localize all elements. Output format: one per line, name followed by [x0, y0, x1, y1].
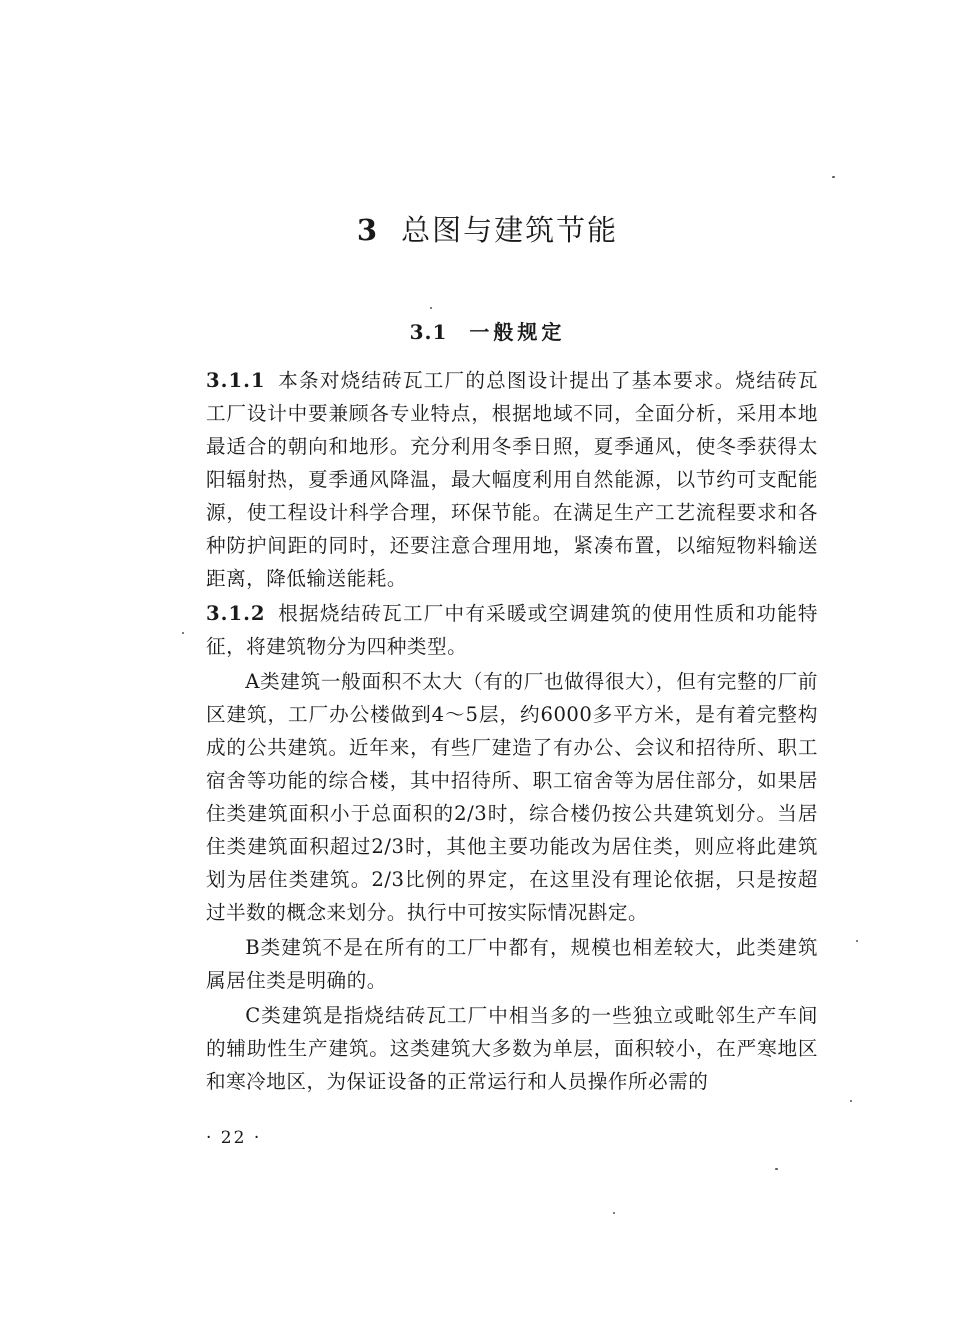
clause-text: 根据烧结砖瓦工厂中有采暖或空调建筑的使用性质和功能特征，将建筑物分为四种类型。	[206, 602, 818, 658]
scan-speck	[182, 632, 184, 634]
clause-text: 本条对烧结砖瓦工厂的总图设计提出了基本要求。烧结砖瓦工厂设计中要兼顾各专业特点，根据地域不同，全面分析，采用本地最适合的朝向和地形。充分利用冬季日照，夏季通风，使冬季获得太阳辐射热，夏季通风降温，最大幅度利用自然能源，以节约可支配能源，使工程设计科学合理，环保节能。在满足生产工艺流程要求和各种防护间距的同时，还要注意合理用地，紧凑布置，以缩短物料输送距离，降低输送能耗。	[206, 369, 818, 590]
scan-speck	[832, 176, 835, 178]
paragraph-type-b: B类建筑不是在所有的工厂中都有，规模也相差较大，此类建筑属居住类是明确的。	[206, 936, 818, 992]
scan-speck	[613, 1212, 615, 1214]
scan-speck	[850, 1100, 852, 1102]
scan-speck	[775, 1168, 778, 1170]
chapter-number: 3	[356, 213, 380, 247]
chapter-title	[0, 208, 975, 249]
chapter-title-text: 总图与建筑节能	[401, 213, 619, 247]
section-title-text: 一般规定	[469, 320, 566, 344]
section-title	[0, 316, 975, 345]
paragraph-type-c: C类建筑是指烧结砖瓦工厂中相当多的一些独立或毗邻生产车间的辅助性生产建筑。这类建筑大多数为单层，面积较小，在严寒地区和寒冷地区，为保证设备的正常运行和人员操作所必需的	[206, 1004, 818, 1093]
page-number: · 22 ·	[206, 1128, 262, 1148]
clause-number: 3.1.2	[206, 602, 266, 625]
paragraph-type-a: A类建筑一般面积不太大（有的厂也做得很大），但有完整的厂前区建筑，工厂办公楼做到4～5层，约6000多平方米，是有着完整构成的公共建筑。近年来，有些厂建造了有办公、会议和招待所、职工宿舍等功能的综合楼，其中招待所、职工宿舍等为居住部分，如果居住类建筑面积小于总面积的2/3时，综合楼仍按公共建筑划分。当居住类建筑面积超过2/3时，其他主要功能改为居住类，则应将此建筑划为居住类建筑。2/3比例的界定，在这里没有理论依据，只是按超过半数的概念来划分。执行中可按实际情况斟定。	[206, 670, 818, 924]
clause-number: 3.1.1	[206, 369, 266, 392]
section-number: 3.1	[409, 320, 448, 344]
scan-speck	[430, 307, 432, 309]
clause-paragraph	[206, 597, 818, 663]
scan-speck	[856, 940, 858, 942]
body-text	[206, 364, 818, 1100]
clause-paragraph	[206, 364, 818, 595]
